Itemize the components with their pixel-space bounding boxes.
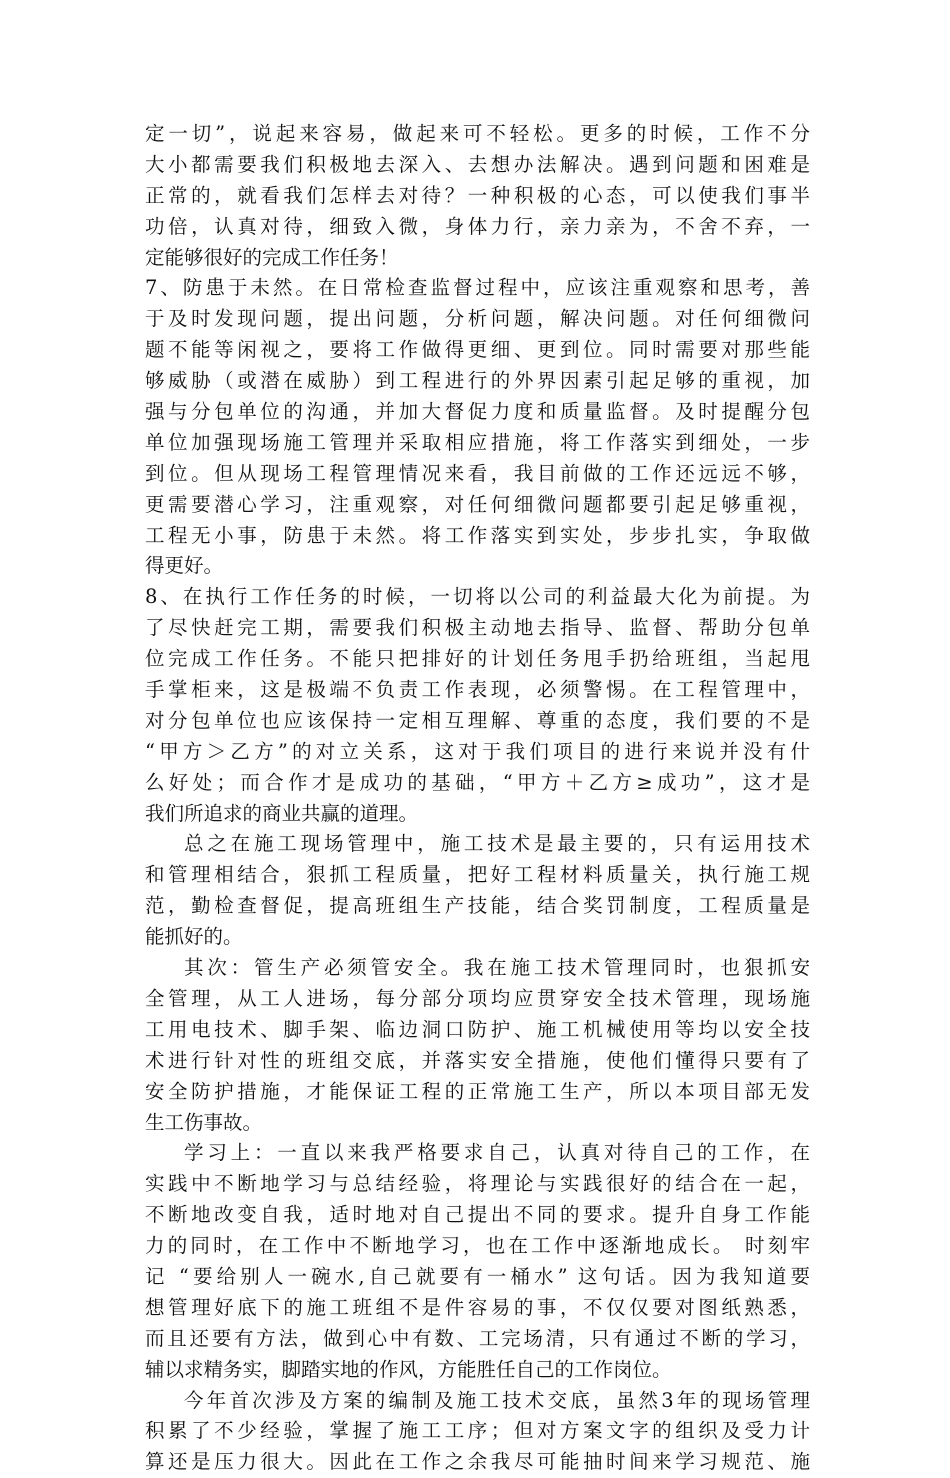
paragraph-p3 <box>145 582 810 829</box>
text-line: 全管理，从工人进场，每分部分项均应贯穿安全技术管理，现场施 <box>145 986 810 1010</box>
paragraph-p7 <box>145 1386 810 1478</box>
text-line: 安全防护措施，才能保证工程的正常施工生产，所以本项目部无发 <box>145 1079 810 1103</box>
text-line: 定能够很好的完成工作任务！ <box>145 245 399 269</box>
text-line: 功倍，认真对待，细致入微，身体力行，亲力亲为，不舍不弃，一 <box>145 214 810 238</box>
text-line: 其次：管生产必须管安全。我在施工技术管理同时，也狠抓安 <box>184 956 810 980</box>
text-line: 算还是压力很大。因此在工作之余我尽可能抽时间来学习规范、施 <box>145 1450 810 1474</box>
document-body <box>145 119 810 1478</box>
text-line: 8、在执行工作任务的时候，一切将以公司的利益最大化为前提。为 <box>145 585 810 609</box>
text-line: 够威胁（或潜在威胁）到工程进行的外界因素引起足够的重视，加 <box>145 369 810 393</box>
text-line: 位完成工作任务。不能只把排好的计划任务甩手扔给班组，当起甩 <box>145 647 810 671</box>
paragraph-p5 <box>145 953 810 1138</box>
text-line: 能抓好的。 <box>145 925 243 949</box>
text-line: 定一切”，说起来容易，做起来可不轻松。更多的时候，工作不分 <box>145 122 810 145</box>
text-line: 实践中不断地学习与总结经验，将理论与实践很好的结合在一起， <box>145 1172 810 1196</box>
text-line: 而且还要有方法，做到心中有数、工完场清，只有通过不断的学习， <box>145 1326 810 1350</box>
text-line: 工程无小事，防患于未然。将工作落实到实处，步步扎实，争取做 <box>145 523 810 547</box>
text-line: 强与分包单位的沟通，并加大督促力度和质量监督。及时提醒分包 <box>145 400 810 424</box>
text-line: 和管理相结合，狠抓工程质量，把好工程材料质量关，执行施工规 <box>145 863 810 887</box>
text-line: 术进行针对性的班组交底，并落实安全措施，使他们懂得只要有了 <box>145 1048 810 1072</box>
text-line: 得更好。 <box>145 554 224 578</box>
paragraph-p6 <box>145 1138 810 1385</box>
text-line: “甲方＞乙方”的对立关系，这对于我们项目的进行来说并没有什 <box>145 739 810 763</box>
text-line: 于及时发现问题，提出问题，分析问题，解决问题。对任何细微问 <box>145 307 810 331</box>
text-line: 大小都需要我们积极地去深入、去想办法解决。遇到问题和困难是 <box>145 152 810 176</box>
paragraph-p1 <box>145 119 810 273</box>
text-line: 力的同时，在工作中不断地学习，也在工作中逐渐地成长。 时刻牢 <box>145 1234 810 1258</box>
text-line: 7、防患于未然。在日常检查监督过程中，应该注重观察和思考，善 <box>145 276 810 300</box>
text-line: 更需要潜心学习，注重观察，对任何细微问题都要引起足够重视， <box>145 492 810 516</box>
text-line: 今年首次涉及方案的编制及施工技术交底，虽然3年的现场管理 <box>184 1388 810 1412</box>
text-line: 手掌柜来，这是极端不负责工作表现，必须警惕。在工程管理中， <box>145 678 810 702</box>
text-line: 题不能等闲视之，要将工作做得更细、更到位。同时需要对那些能 <box>145 338 810 362</box>
text-line: 总之在施工现场管理中，施工技术是最主要的，只有运用技术 <box>184 832 810 856</box>
text-line: 生工伤事故。 <box>145 1110 263 1134</box>
text-line: 到位。但从现场工程管理情况来看，我目前做的工作还远远不够， <box>145 461 810 485</box>
text-line: 学习上：一直以来我严格要求自己，认真对待自己的工作，在 <box>184 1141 810 1165</box>
paragraph-p4 <box>145 829 810 953</box>
text-line: 不断地改变自我，适时地对自己提出不同的要求。提升自身工作能 <box>145 1203 810 1227</box>
text-line: 工用电技术、脚手架、临边洞口防护、施工机械使用等均以安全技 <box>145 1017 810 1041</box>
text-line: 想管理好底下的施工班组不是件容易的事，不仅仅要对图纸熟悉， <box>145 1295 810 1319</box>
text-line: 正常的，就看我们怎样去对待？一种积极的心态，可以使我们事半 <box>145 183 810 207</box>
text-line: 记 “要给别人一碗水,自己就要有一桶水” 这句话。因为我知道要 <box>145 1264 810 1288</box>
text-line: 单位加强现场施工管理并采取相应措施，将工作落实到细处，一步 <box>145 430 810 454</box>
text-line: 了尽快赶完工期，需要我们积极主动地去指导、监督、帮助分包单 <box>145 616 810 640</box>
text-line: 么好处；而合作才是成功的基础，“甲方＋乙方≥成功”，这才是 <box>145 770 810 794</box>
text-line: 范，勤检查督促，提高班组生产技能，结合奖罚制度，工程质量是 <box>145 894 810 918</box>
paragraph-p2 <box>145 273 810 582</box>
text-line: 我们所追求的商业共赢的道理。 <box>145 801 419 825</box>
text-line: 对分包单位也应该保持一定相互理解、尊重的态度，我们要的不是 <box>145 708 810 732</box>
text-line: 积累了不少经验，掌握了施工工序；但对方案文字的组织及受力计 <box>145 1419 810 1443</box>
text-line: 辅以求精务实，脚踏实地的作风，方能胜任自己的工作岗位。 <box>145 1357 672 1381</box>
